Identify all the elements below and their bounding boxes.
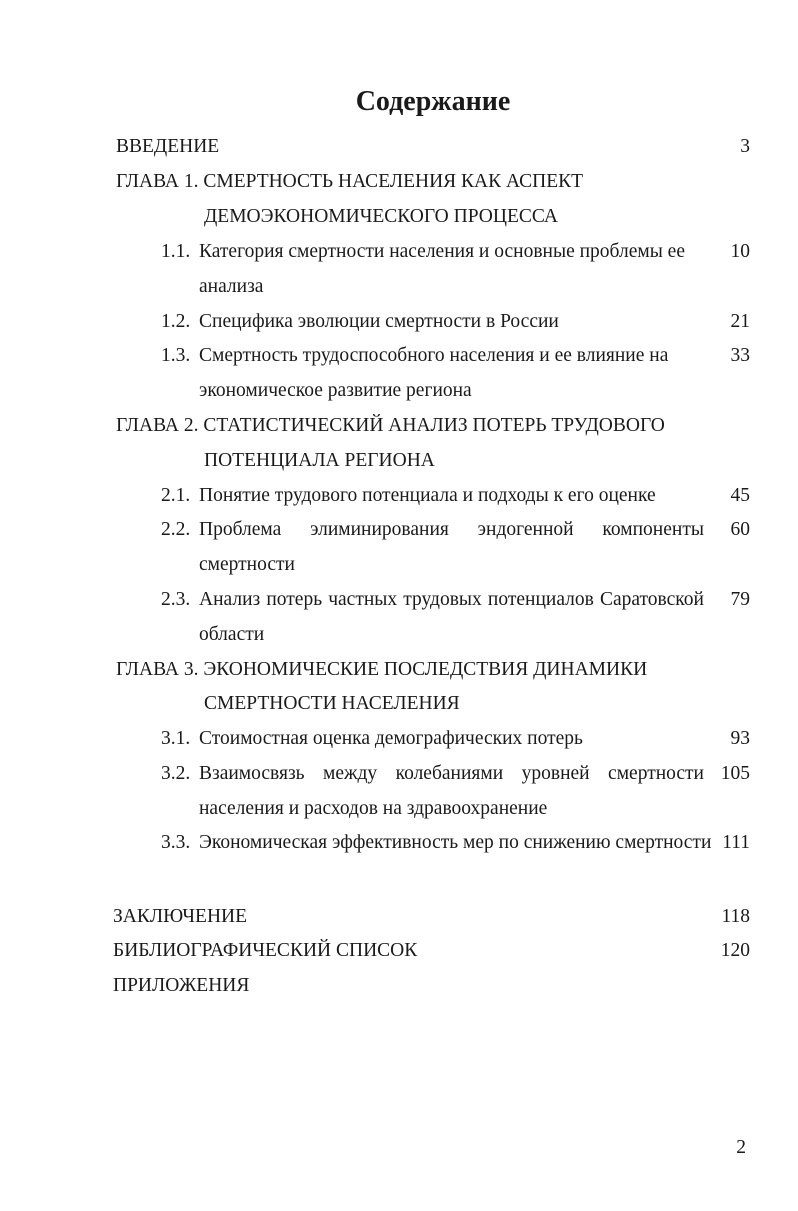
word: элиминирования (310, 519, 449, 540)
section-2-1-page: 45 (730, 485, 750, 506)
word: потерь (266, 589, 323, 610)
section-1-1-page: 10 (730, 241, 750, 262)
section-1-1-title-line2: анализа (199, 276, 264, 297)
word: Саратовской (599, 589, 704, 610)
section-2-1-number: 2.1. (161, 485, 191, 506)
section-3-1-page: 93 (730, 728, 750, 749)
word: смертности (608, 763, 704, 784)
section-3-2-title-line2: населения и расходов на здравоохранение (199, 798, 548, 819)
section-2-2-number: 2.2. (161, 519, 191, 540)
section-3-2-page: 105 (720, 763, 750, 784)
chapter-3-title-line2: СМЕРТНОСТИ НАСЕЛЕНИЯ (204, 693, 460, 714)
toc-bibliography-page: 120 (720, 940, 750, 961)
section-3-1-number: 3.1. (161, 728, 191, 749)
section-2-3-number: 2.3. (161, 589, 191, 610)
section-3-3-number: 3.3. (161, 832, 191, 853)
page-number: 2 (736, 1137, 746, 1158)
word: эндогенной (477, 519, 574, 540)
section-3-3-page: 111 (722, 832, 750, 853)
toc-bibliography-label: БИБЛИОГРАФИЧЕСКИЙ СПИСОК (113, 940, 418, 961)
word: между (323, 763, 378, 784)
section-3-3-title: Экономическая эффективность мер по снижению смертности (199, 832, 712, 853)
word: Взаимосвязь (199, 763, 305, 784)
word: частных (328, 589, 398, 610)
word: уровней (521, 763, 590, 784)
section-1-1-number: 1.1. (161, 241, 191, 262)
section-1-2-page: 21 (730, 311, 750, 332)
toc-conclusion-label: ЗАКЛЮЧЕНИЕ (113, 906, 248, 927)
section-1-3-title-line1: Смертность трудоспособного населения и ее влияние на (199, 345, 669, 366)
section-2-3-title-line2: области (199, 624, 265, 645)
section-1-2-title: Специфика эволюции смертности в России (199, 311, 559, 332)
section-2-1-title: Понятие трудового потенциала и подходы к его оценке (199, 485, 656, 506)
toc-intro-label: ВВЕДЕНИЕ (116, 136, 220, 157)
section-2-3-title-line1 (199, 588, 704, 612)
word: Анализ (199, 589, 261, 610)
section-3-2-number: 3.2. (161, 763, 191, 784)
section-2-2-title-line2: смертности (199, 554, 295, 575)
section-1-2-number: 1.2. (161, 311, 191, 332)
page-title: Содержание (355, 86, 511, 117)
toc-appendix-label: ПРИЛОЖЕНИЯ (113, 975, 250, 996)
word: компоненты (602, 519, 704, 540)
section-1-3-title-line2: экономическое развитие региона (199, 380, 472, 401)
word: колебаниями (395, 763, 504, 784)
chapter-2-title-line2: ПОТЕНЦИАЛА РЕГИОНА (204, 450, 435, 471)
word: Проблема (199, 519, 282, 540)
section-2-2-page: 60 (730, 519, 750, 540)
toc-conclusion-page: 118 (721, 906, 750, 927)
chapter-3-title-line1: ГЛАВА 3. ЭКОНОМИЧЕСКИЕ ПОСЛЕДСТВИЯ ДИНАМИКИ (116, 659, 648, 680)
section-2-3-page: 79 (730, 589, 750, 610)
chapter-1-title-line2: ДЕМОЭКОНОМИЧЕСКОГО ПРОЦЕССА (204, 206, 558, 227)
section-3-2-title-line1 (199, 762, 704, 786)
toc-intro-page: 3 (740, 136, 750, 157)
word: потенциалов (487, 589, 594, 610)
section-1-1-title-line1: Категория смертности населения и основные проблемы ее (199, 241, 685, 262)
section-2-2-title-line1 (199, 518, 704, 542)
chapter-1-title-line1: ГЛАВА 1. СМЕРТНОСТЬ НАСЕЛЕНИЯ КАК АСПЕКТ (116, 171, 584, 192)
chapter-2-title-line1: ГЛАВА 2. СТАТИСТИЧЕСКИЙ АНАЛИЗ ПОТЕРЬ ТРУДОВОГО (116, 415, 665, 436)
section-3-1-title: Стоимостная оценка демографических потерь (199, 728, 583, 749)
word: трудовых (403, 589, 482, 610)
section-1-3-number: 1.3. (161, 345, 191, 366)
section-1-3-page: 33 (730, 345, 750, 366)
